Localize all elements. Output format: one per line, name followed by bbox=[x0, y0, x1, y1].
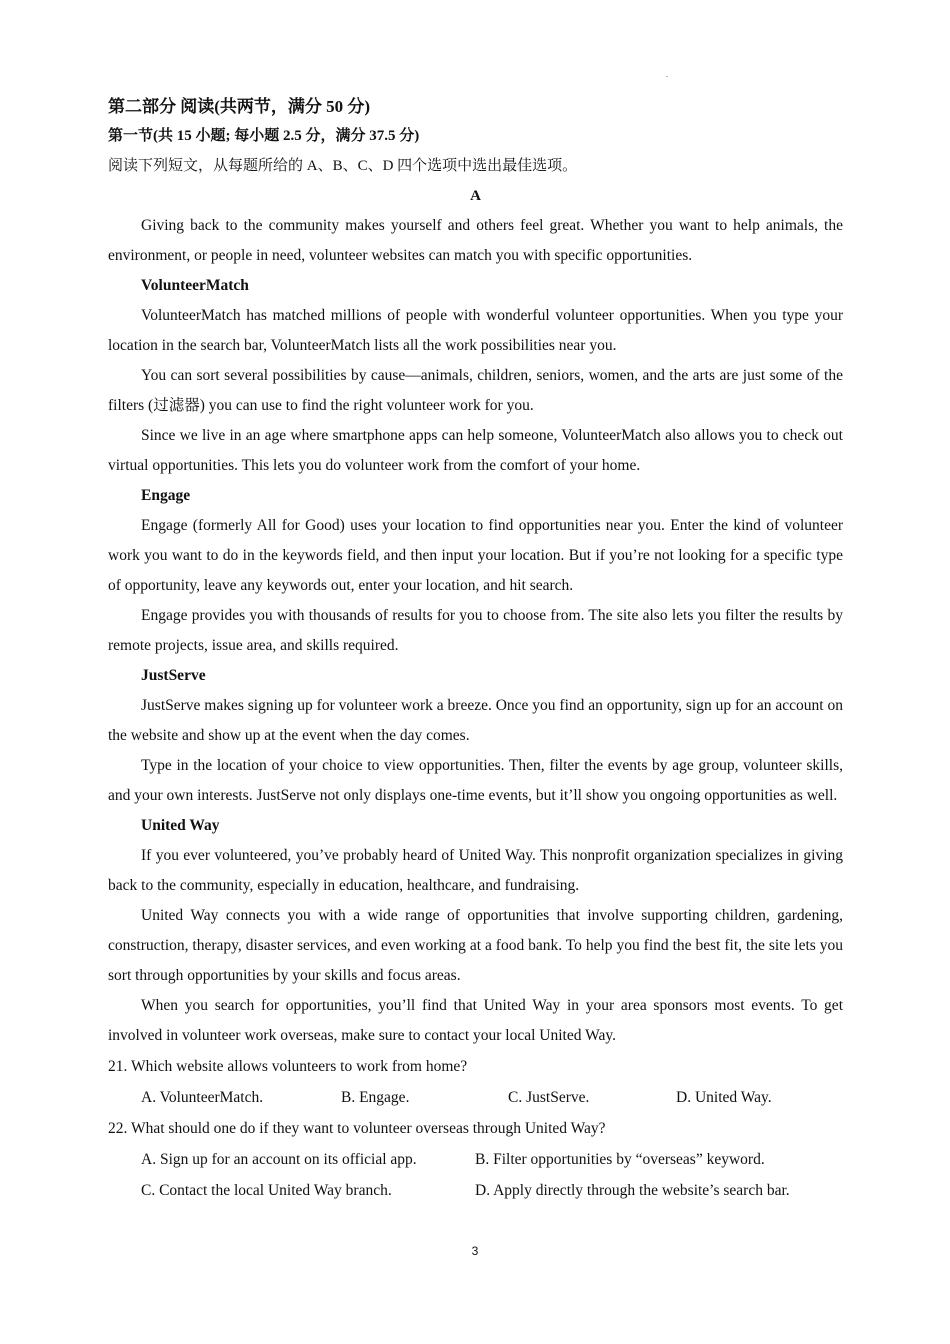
option-a[interactable]: A. Sign up for an account on its official app. bbox=[141, 1151, 417, 1168]
section-title: 第一节(共 15 小题; 每小题 2.5 分，满分 37.5 分) bbox=[108, 128, 420, 144]
option-b[interactable]: B. Engage. bbox=[341, 1089, 410, 1106]
section-heading-justserve: JustServe bbox=[141, 667, 206, 684]
paragraph: Engage (formerly All for Good) uses your location to find opportunities near you. Enter the kind of volunteer work you want to do in the keywords field, and then input your location. But if you’re not looking for a specific type of opportunity, leave any keywords out, enter your location, and hit search. bbox=[108, 517, 843, 594]
passage-intro: Giving back to the community makes yourself and others feel great. Whether you want to help animals, the environment, or people in need, volunteer websites can match you with specific opportunities. bbox=[108, 217, 843, 264]
option-a[interactable]: A. VolunteerMatch. bbox=[141, 1089, 264, 1106]
option-c[interactable]: C. Contact the local United Way branch. bbox=[141, 1182, 392, 1199]
question-22-stem: 22. What should one do if they want to volunteer overseas through United Way? bbox=[108, 1120, 606, 1137]
paragraph: Type in the location of your choice to view opportunities. Then, filter the events by age group, volunteer skills, and your own interests. JustServe not only displays one-time events, but it’ll show you ongoing opportunities as well. bbox=[108, 757, 843, 804]
question-22-options-row-2 bbox=[108, 1175, 843, 1206]
question-22-options-row-1 bbox=[108, 1144, 843, 1175]
instructions: 阅读下列短文，从每题所给的 A、B、C、D 四个选项中选出最佳选项。 bbox=[108, 158, 578, 174]
passage-label: A bbox=[470, 188, 481, 204]
question-21-stem: 21. Which website allows volunteers to work from home? bbox=[108, 1058, 468, 1075]
paragraph: If you ever volunteered, you’ve probably heard of United Way. This nonprofit organization specializes in giving back to the community, especially in education, healthcare, and fundraising. bbox=[108, 847, 843, 894]
page-number: 3 bbox=[471, 1244, 479, 1258]
option-c[interactable]: C. JustServe. bbox=[508, 1089, 590, 1106]
paragraph: You can sort several possibilities by cause—animals, children, seniors, women, and the arts are just some of the filters (过滤器) you can use to find the right volunteer work for you. bbox=[108, 367, 843, 414]
part-title: 第二部分 阅读(共两节，满分 50 分) bbox=[108, 97, 371, 116]
paragraph: Engage provides you with thousands of results for you to choose from. The site also lets you filter the results by remote projects, issue area, and skills required. bbox=[108, 607, 843, 654]
paragraph: JustServe makes signing up for volunteer work a breeze. Once you find an opportunity, sign up for an account on the website and show up at the event when the day comes. bbox=[108, 697, 843, 744]
paragraph: VolunteerMatch has matched millions of people with wonderful volunteer opportunities. When you type your location in the search bar, VolunteerMatch lists all the work possibilities near you. bbox=[108, 307, 843, 354]
paragraph: United Way connects you with a wide range of opportunities that involve supporting children, gardening, construction, therapy, disaster services, and even working at a food bank. To help you find the best fit, the site lets you sort through opportunities by your skills and focus areas. bbox=[108, 907, 843, 984]
paragraph: When you search for opportunities, you’ll find that United Way in your area sponsors most events. To get involved in volunteer work overseas, make sure to contact your local United Way. bbox=[108, 997, 843, 1044]
paragraph: Since we live in an age where smartphone apps can help someone, VolunteerMatch also allows you to check out virtual opportunities. This lets you do volunteer work from the comfort of your home. bbox=[108, 427, 843, 474]
option-d[interactable]: D. United Way. bbox=[676, 1089, 772, 1106]
exam-page bbox=[108, 93, 843, 1206]
option-d[interactable]: D. Apply directly through the website’s search bar. bbox=[475, 1182, 790, 1199]
question-21-options bbox=[108, 1082, 843, 1113]
section-heading-volunteermatch: VolunteerMatch bbox=[141, 277, 249, 294]
scan-speck bbox=[666, 76, 668, 77]
section-heading-engage: Engage bbox=[141, 487, 191, 504]
section-heading-united-way: United Way bbox=[141, 817, 220, 834]
option-b[interactable]: B. Filter opportunities by “overseas” keyword. bbox=[475, 1151, 765, 1168]
